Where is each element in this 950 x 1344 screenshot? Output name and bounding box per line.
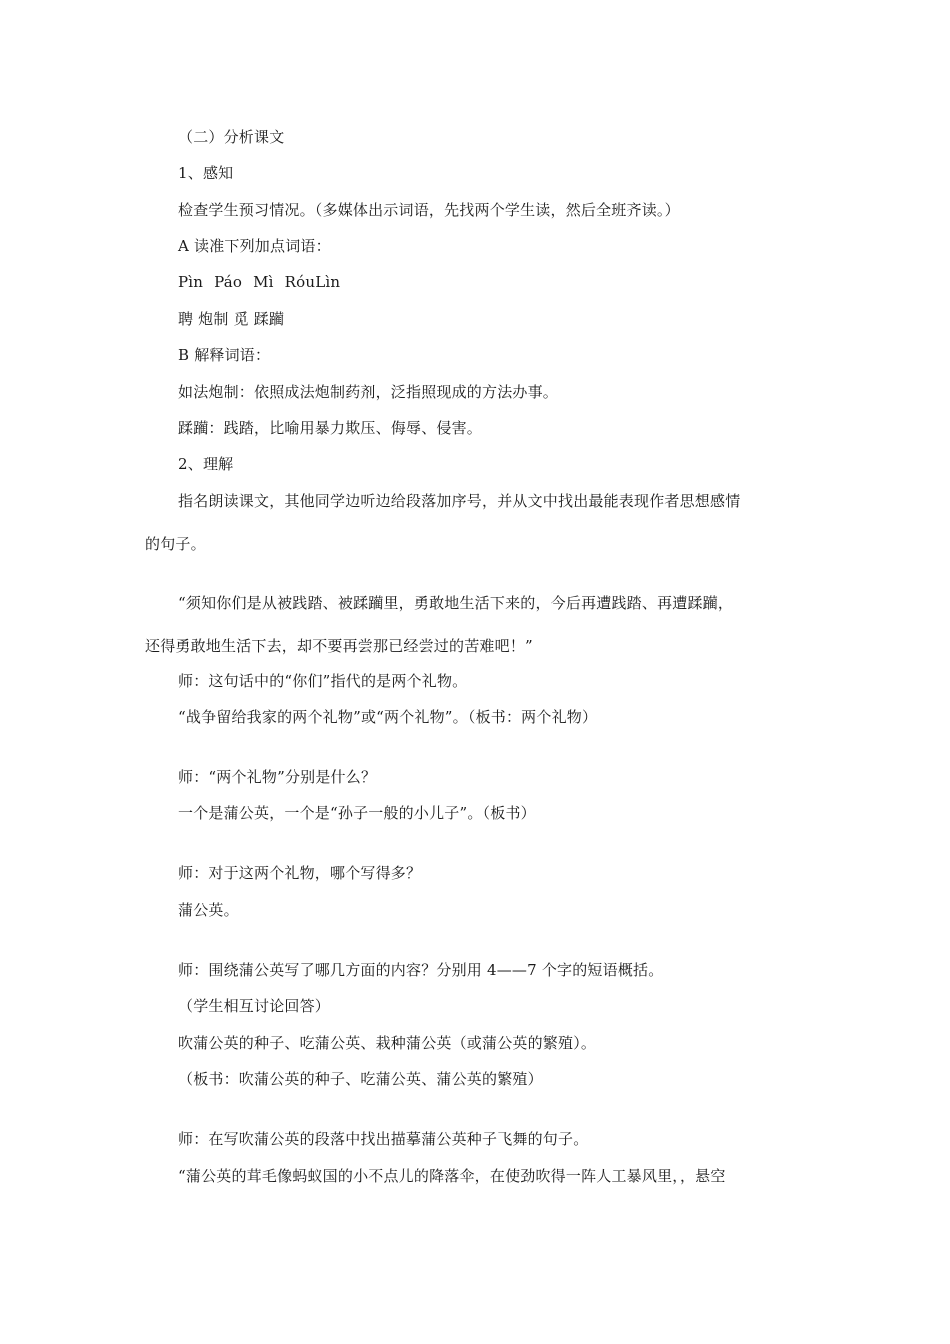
text-line: 聘 炮制 觅 蹂躏 xyxy=(178,310,285,328)
text-line: 师：对于这两个礼物，哪个写得多？ xyxy=(178,864,422,882)
quote-line: 还得勇敢地生活下去，却不要再尝那已经尝过的苦难吧！” xyxy=(145,637,533,655)
subsection-heading: 2、理解 xyxy=(178,455,234,473)
quote-line: “蒲公英的茸毛像蚂蚁国的小不点儿的降落伞，在使劲吹得一阵人工暴风里，，悬空 xyxy=(178,1167,726,1185)
text-line: （学生相互讨论回答） xyxy=(178,997,331,1015)
text-line: 指名朗读课文，其他同学边听边给段落加序号，并从文中找出最能表现作者思想感情 xyxy=(178,492,741,510)
text-line: 师：这句话中的“你们”指代的是两个礼物。 xyxy=(178,672,468,690)
text-line: 如法炮制：依照成法炮制药剂，泛指照现成的方法办事。 xyxy=(178,383,559,401)
text-line: （板书：吹蒲公英的种子、吃蒲公英、蒲公英的繁殖） xyxy=(178,1070,543,1088)
quote-line: “须知你们是从被践踏、被蹂躏里，勇敢地生活下来的，今后再遭践踏、再遭蹂躏， xyxy=(178,594,734,612)
text-line: “战争留给我家的两个礼物”或“两个礼物”。（板书：两个礼物） xyxy=(178,708,598,726)
text-line: 蒲公英。 xyxy=(178,901,239,919)
text-line: A 读准下列加点词语： xyxy=(178,237,331,255)
text-line: 检查学生预习情况。（多媒体出示词语，先找两个学生读，然后全班齐读。） xyxy=(178,201,680,219)
text-line: 师：围绕蒲公英写了哪几方面的内容？分别用 4——7 个字的短语概括。 xyxy=(178,961,664,979)
text-line: 师：在写吹蒲公英的段落中找出描摹蒲公英种子飞舞的句子。 xyxy=(178,1130,589,1148)
text-line: 师：“两个礼物”分别是什么？ xyxy=(178,768,377,786)
text-line: 一个是蒲公英，一个是“孙子一般的小儿子”。（板书） xyxy=(178,804,536,822)
text-line: 的句子。 xyxy=(145,535,206,553)
subsection-heading: 1、感知 xyxy=(178,164,234,182)
section-heading: （二）分析课文 xyxy=(178,128,285,146)
text-line: 吹蒲公英的种子、吃蒲公英、栽种蒲公英（或蒲公英的繁殖）。 xyxy=(178,1034,597,1052)
text-line: 蹂躏：践踏，比喻用暴力欺压、侮辱、侵害。 xyxy=(178,419,483,437)
text-line: B 解释词语： xyxy=(178,346,271,364)
pinyin-line: Pìn Páo Mì RóuLìn xyxy=(178,273,341,291)
